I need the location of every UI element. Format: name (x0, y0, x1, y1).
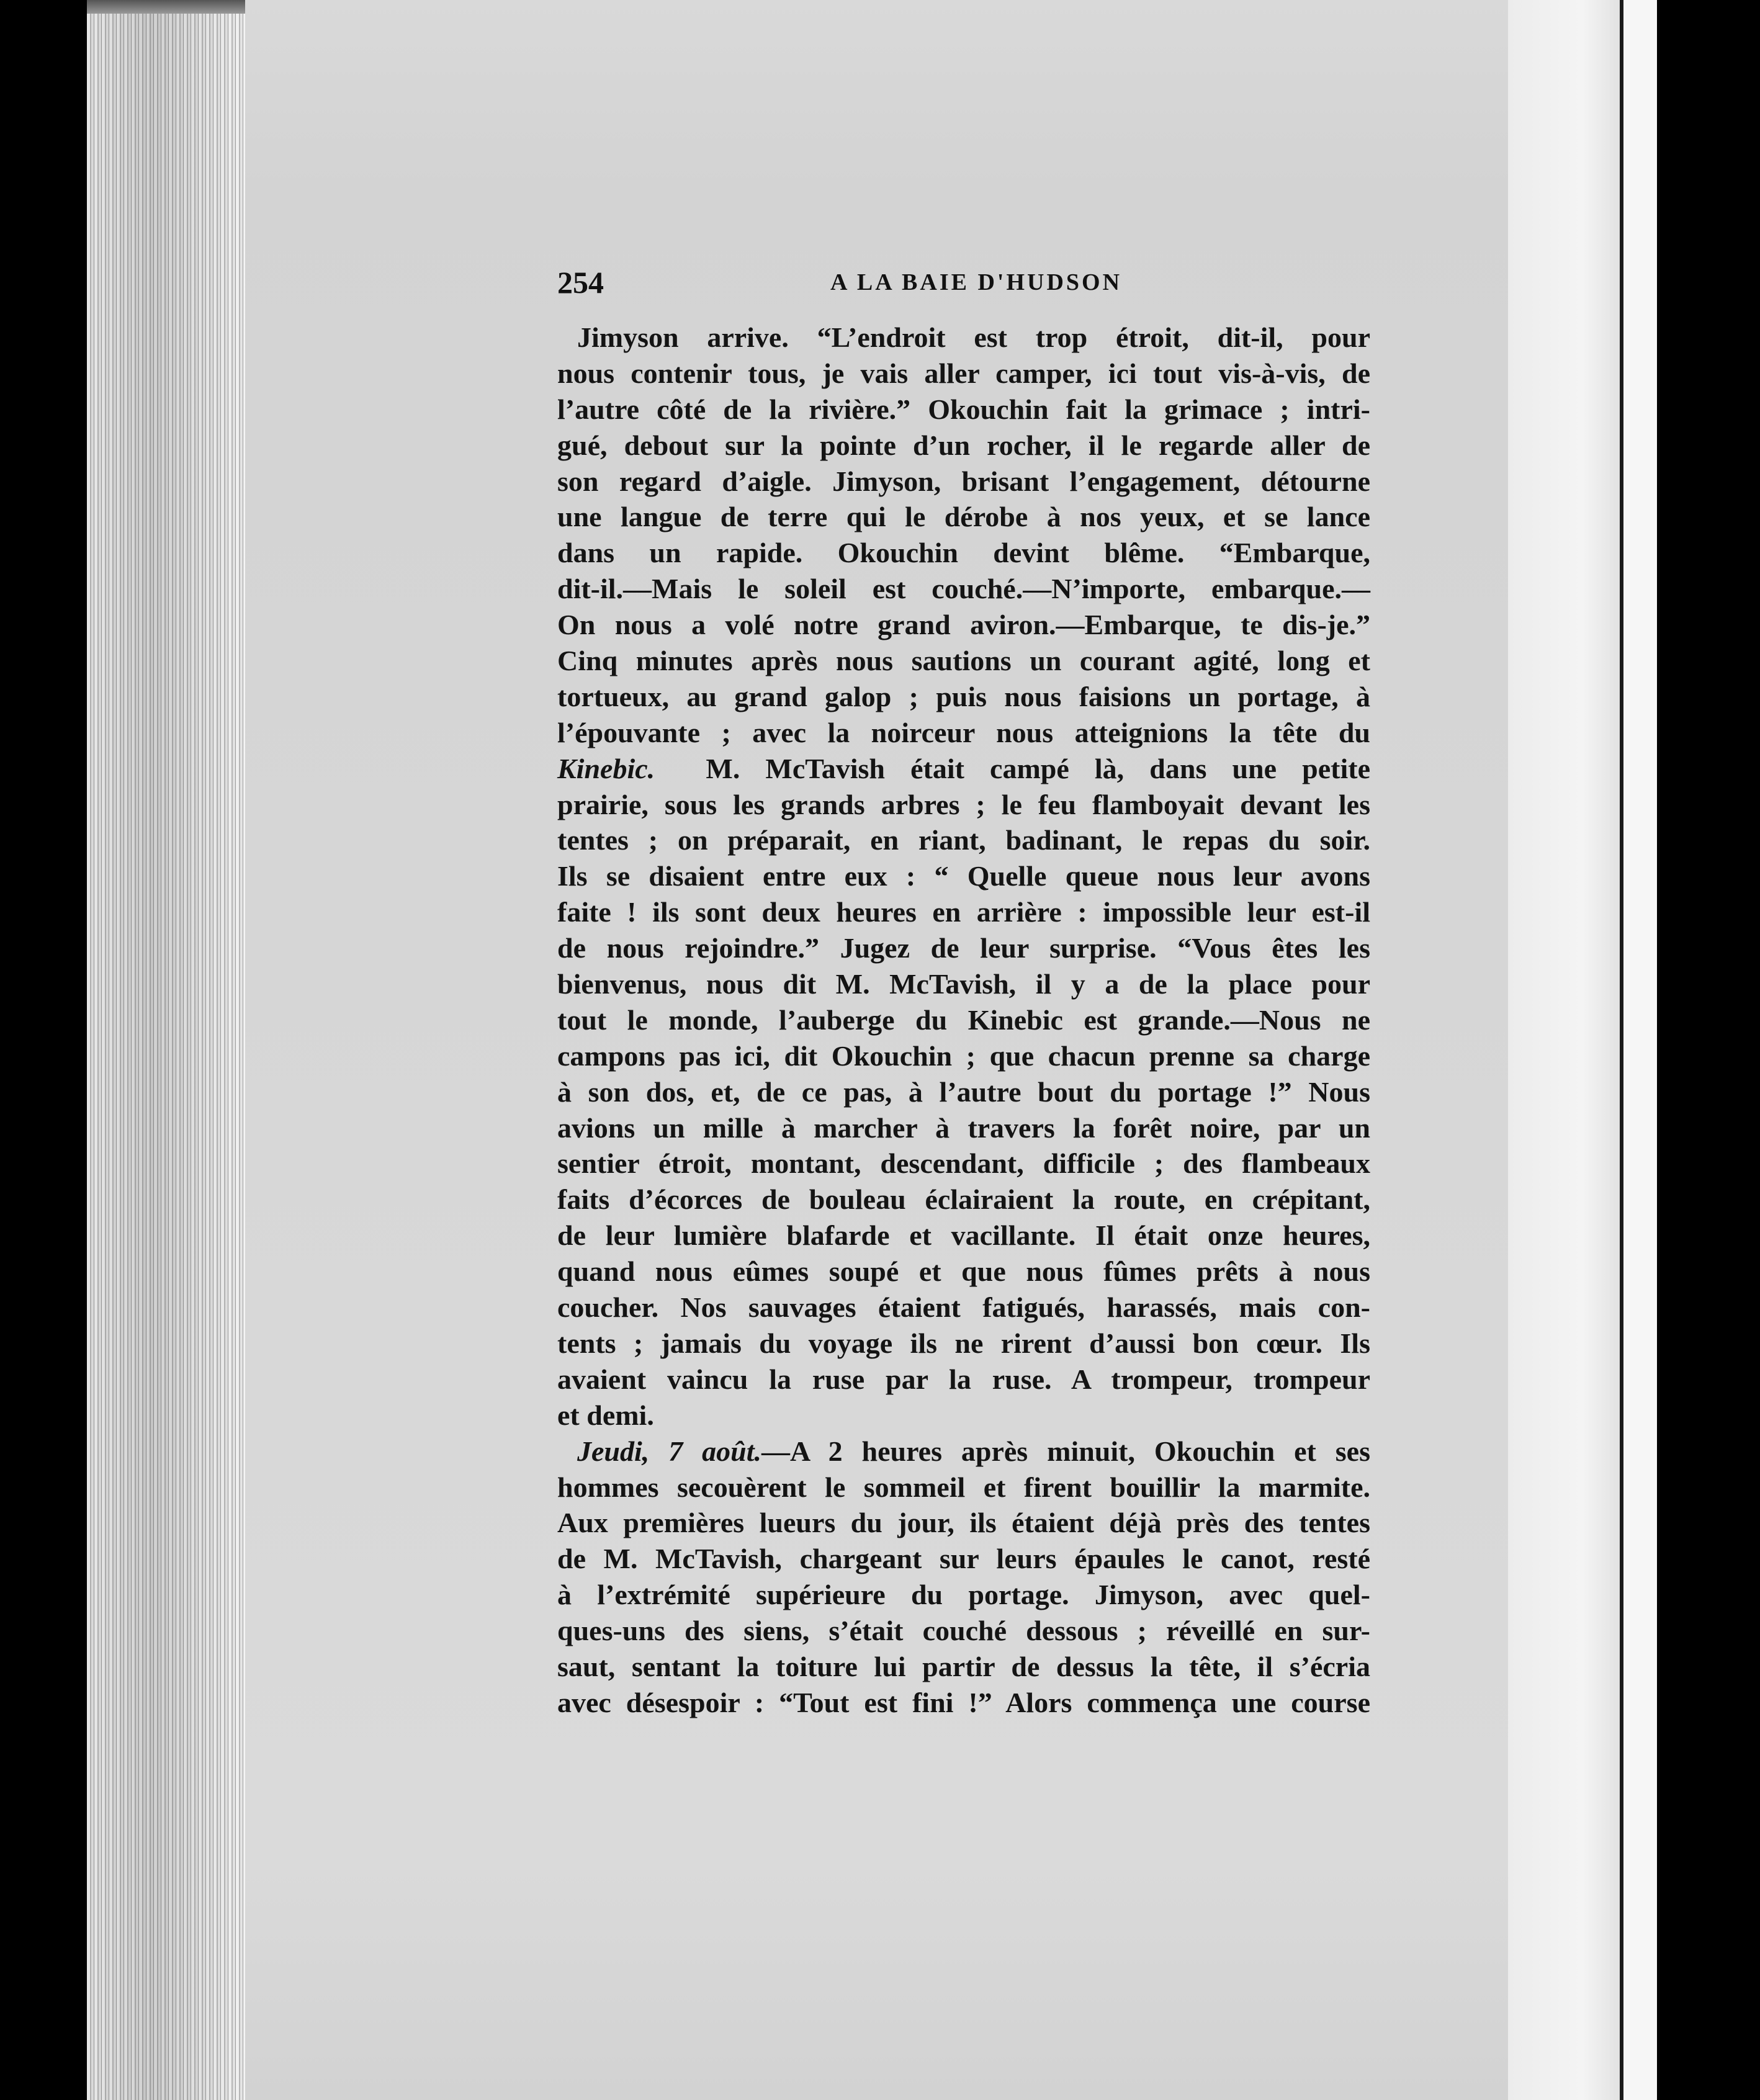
text-line: avions un mille à marcher à travers la forêt noire, par un (557, 1111, 1370, 1144)
text-line: hommes secouèrent le sommeil et firent bouillir la marmite. (557, 1471, 1370, 1503)
text-line: tortueux, au grand galop ; puis nous faisions un portage, à (557, 680, 1370, 712)
text-line: Jimyson arrive. “L’endroit est trop étroit, dit-il, pour (577, 321, 1370, 353)
running-head (557, 261, 1376, 304)
text-line: saut, sentant la toiture lui partir de dessus la tête, il s’écria (557, 1650, 1370, 1682)
page-edges-shadow (87, 0, 248, 2100)
text-line: avec désespoir : “Tout est fini !” Alors commença une course (557, 1686, 1370, 1718)
text-line: faite ! ils sont deux heures en arrière : impossible leur est-il (557, 896, 1370, 928)
text-line: faits d’écorces de bouleau éclairaient la route, en crépitant, (557, 1183, 1370, 1216)
text-line-with-date (557, 1434, 1370, 1470)
text-line: quand nous eûmes soupé et que nous fûmes prêts à nous (557, 1255, 1370, 1288)
text-line: de leur lumière blafarde et vacillante. Il était onze heures, (557, 1219, 1370, 1252)
text-line: nous contenir tous, je vais aller camper, ici tout vis-à-vis, de (557, 357, 1370, 389)
text-line: dans un rapide. Okouchin devint blême. “Embarque, (557, 537, 1370, 569)
facing-page-sliver (1620, 0, 1661, 2100)
text-line: ques-uns des siens, s’était couché dessous ; réveillé en sur- (557, 1615, 1370, 1647)
text-line: sentier étroit, montant, descendant, difficile ; des flambeaux (557, 1147, 1370, 1180)
page-number: 254 (557, 265, 604, 300)
text-line: avaient vaincu la ruse par la ruse. A trompeur, trompeur (557, 1363, 1370, 1395)
text-line: campons pas ici, dit Okouchin ; que chacun prenne sa charge (557, 1039, 1370, 1072)
text-line: On nous a volé notre grand aviron.—Embarque, te dis-je.” (557, 609, 1370, 641)
text-line: l’épouvante ; avec la noirceur nous atteignions la tête du (557, 716, 1370, 748)
text-line: son regard d’aigle. Jimyson, brisant l’engagement, détourne (557, 465, 1370, 497)
text-line: tents ; jamais du voyage ils ne rirent d’aussi bon cœur. Ils (557, 1327, 1370, 1359)
page-body-text (557, 320, 1370, 1721)
book-gutter (1508, 0, 1620, 2100)
text-line: une langue de terre qui le dérobe à nos yeux, et se lance (557, 501, 1370, 533)
text-line: bienvenus, nous dit M. McTavish, il y a de la place pour (557, 968, 1370, 1000)
text-line: Ils se disaient entre eux : “ Quelle queue nous leur avons (557, 860, 1370, 892)
text-line: dit-il.—Mais le soleil est couché.—N’importe, embarque.— (557, 573, 1370, 605)
text-line-rest: M. McTavish était campé là, dans une petite (706, 752, 1371, 784)
text-line: tentes ; on préparait, en riant, badinant, le repas du soir. (557, 824, 1370, 856)
text-line: à son dos, et, de ce pas, à l’autre bout du portage !” Nous (557, 1075, 1370, 1108)
text-line: coucher. Nos sauvages étaient fatigués, harassés, mais con- (557, 1291, 1370, 1324)
text-line: de nous rejoindre.” Jugez de leur surprise. “Vous êtes les (557, 932, 1370, 964)
text-line: gué, debout sur la pointe d’un rocher, il le regarde aller de (557, 429, 1370, 461)
text-line-rest: —A 2 heures après minuit, Okouchin et ses (761, 1435, 1370, 1467)
text-line: prairie, sous les grands arbres ; le feu flamboyait devant les (557, 788, 1370, 820)
text-line: Cinq minutes après nous sautions un courant agité, long et (557, 645, 1370, 677)
text-line: l’autre côté de la rivière.” Okouchin fait la grimace ; intri- (557, 393, 1370, 425)
text-line: tout le monde, l’auberge du Kinebic est grande.—Nous ne (557, 1003, 1370, 1036)
text-line: à l’extrémité supérieure du portage. Jimyson, avec quel- (557, 1579, 1370, 1611)
text-line: Aux premières lueurs du jour, ils étaient déjà près des tentes (557, 1507, 1370, 1539)
running-title: A LA BAIE D'HUDSON (830, 269, 1123, 295)
text-line: et demi. (557, 1399, 654, 1431)
italic-place-name: Kinebic. (557, 752, 655, 784)
text-line-with-italic (557, 751, 1370, 787)
text-line: de M. McTavish, chargeant sur leurs épaules le canot, resté (557, 1543, 1370, 1575)
italic-date: Jeudi, 7 août. (577, 1435, 761, 1467)
scan-background-right (1657, 0, 1760, 2100)
